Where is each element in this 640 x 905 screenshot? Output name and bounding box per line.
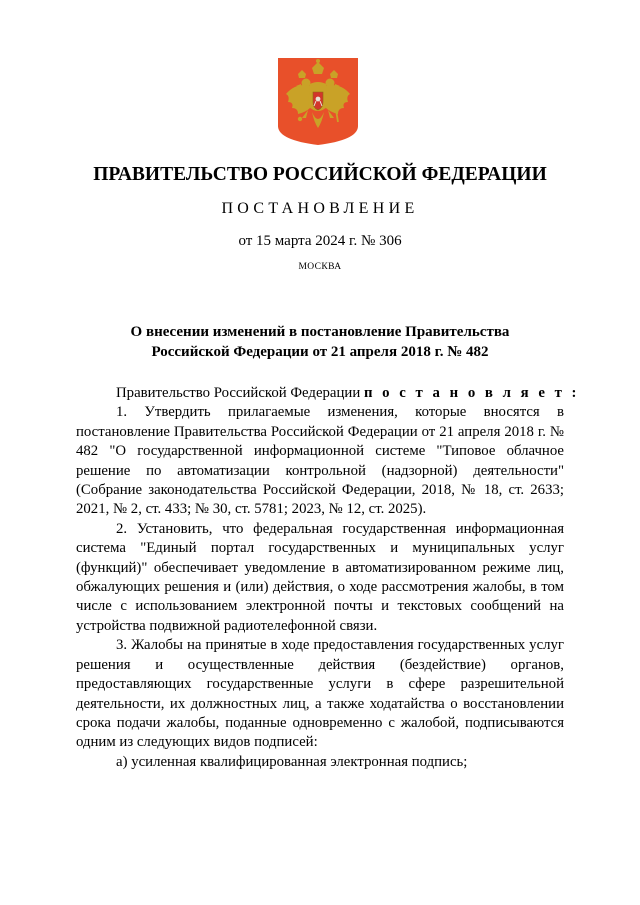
subject-line-1: О внесении изменений в постановление Правительства [130,324,510,340]
government-title: ПРАВИТЕЛЬСТВО РОССИЙСКОЙ ФЕДЕРАЦИИ [93,164,547,185]
document-type: ПОСТАНОВЛЕНИЕ [221,200,419,217]
intro-paragraph [76,384,580,403]
intro-prefix: Правительство Российской Федерации [116,385,361,401]
paragraph-1: 1. Утвердить прилагаемые изменения, которые вносятся в постановление Правительства Российской Федерации от 21 апреля 2018 г. № 482 "О государственной информационной системе "Типовое облачное решение по автоматизации контрольной (надзорной) деятельности" (Собрание законодательства Российской Федерации, 2018, № 18, ст. 2633; 2021, № 2, ст. 433; № 30, ст. 5781; 2023, № 12, ст. 2025). [76,404,564,518]
document-date-number: от 15 марта 2024 г. № 306 [238,233,402,249]
intro-verb: п о с т а н о в л я е т : [363,385,580,401]
coat-of-arms-emblem [276,56,360,146]
document-body [76,384,580,772]
paragraph-3a: а) усиленная квалифицированная электронная подпись; [116,753,468,770]
document-subject [80,322,560,362]
subject-line-2: Российской Федерации от 21 апреля 2018 г. № 482 [151,344,489,360]
double-headed-eagle-icon [276,56,360,146]
paragraph-2: 2. Установить, что федеральная государственная информационная система "Единый портал государственных и муниципальных услуг (функций)" обеспечивает уведомление в автоматизированном режиме лиц, обжалующих решения и (или) действия, о ходе рассмотрения жалобы, в том числе с использованием электронной почты и текстовых сообщений на устройства подвижной радиотелефонной связи. [76,520,564,634]
document-city: МОСКВА [298,262,342,272]
paragraph-3: 3. Жалобы на принятые в ходе предоставления государственных услуг решения и осуществленные действия (бездействие) органов, предоставляющих государственные услуги в сфере разрешительной деятельности, их должностных лиц, а также ходатайства о восстановлении срока подачи жалобы, поданные одновременно с жалобой, подписываются одним из следующих видов подписей: [76,637,564,751]
